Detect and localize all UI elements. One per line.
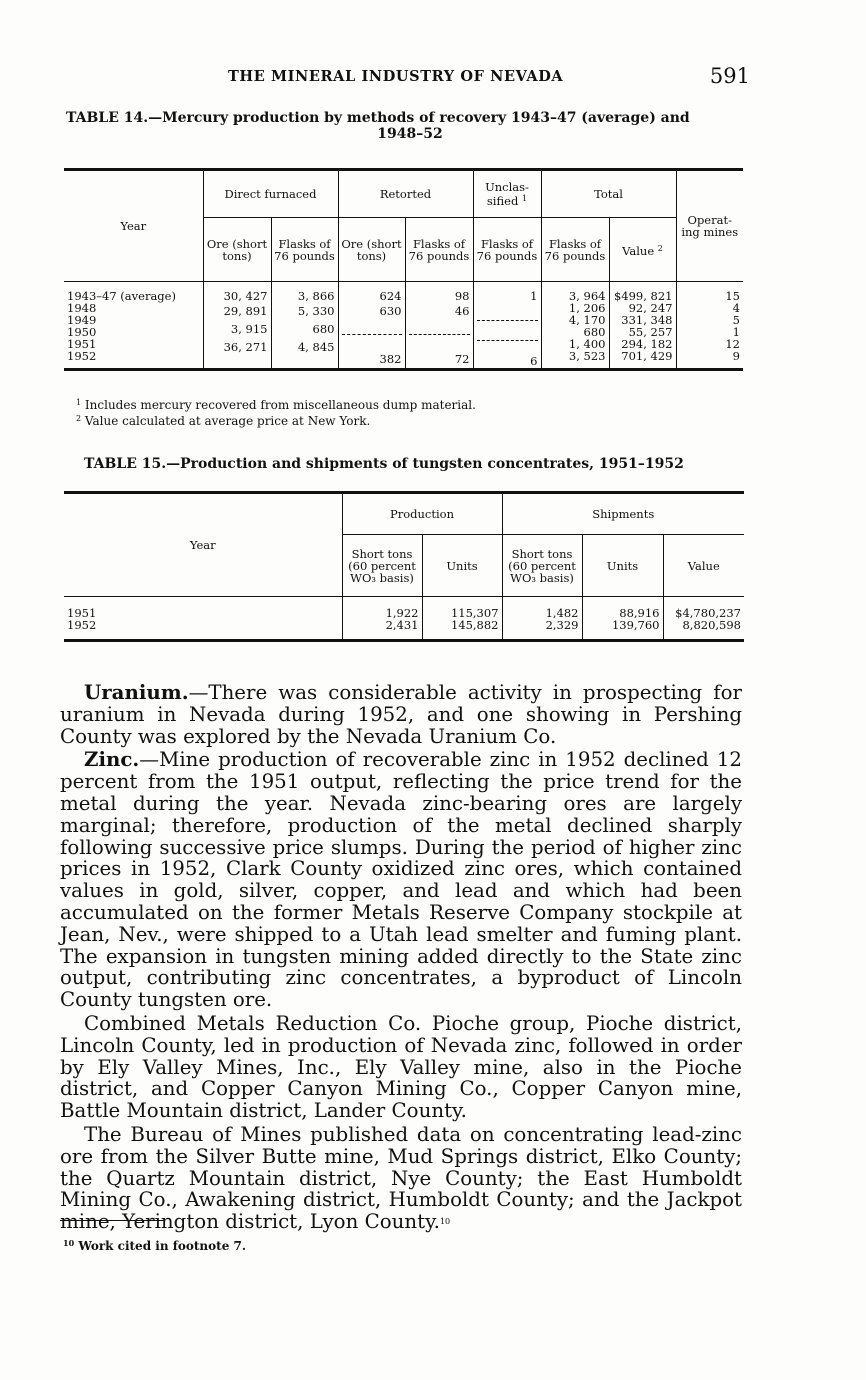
- t14-header-total: Total: [541, 170, 676, 218]
- t14-cell: 4, 170: [568, 313, 606, 327]
- t14-year: 1952: [67, 349, 97, 363]
- running-head: [60, 66, 750, 92]
- body-text: [60, 682, 742, 1235]
- t14-cell: 72: [454, 352, 470, 366]
- t14-cell: 30, 427: [223, 289, 268, 303]
- t15-cell: 139,760: [582, 619, 663, 641]
- t14-year-column: [64, 282, 203, 370]
- t14-cell: 92, 247: [628, 301, 673, 315]
- t14-year: 1948: [67, 301, 97, 315]
- t15-header-ship-short-tons: Short tons (60 percent WO₃ basis): [502, 535, 582, 597]
- t14-cell: 1: [530, 289, 538, 303]
- t14-total-flasks-column: [541, 282, 609, 370]
- t15-cell: 115,307: [422, 597, 502, 620]
- table14: [64, 168, 743, 371]
- t15-header-ship-units: Units: [582, 535, 663, 597]
- t15-header-year: Year: [64, 493, 342, 597]
- t14-year: 1950: [67, 325, 97, 339]
- t14-header-direct-flasks: Flasks of 76 pounds: [271, 218, 338, 282]
- t14-cell: 630: [379, 304, 402, 318]
- run-in-head-zinc: Zinc.: [84, 747, 140, 772]
- t14-dash-line: [477, 320, 538, 338]
- page-footnote: $^{10}$ Work cited in footnote 7.: [63, 1238, 247, 1253]
- table14-footnotes: [76, 396, 476, 428]
- t14-cell: 5: [732, 313, 740, 327]
- t14-cell: 1, 206: [568, 301, 606, 315]
- t14-year: 1943–47 (average): [67, 289, 176, 303]
- run-in-head-uranium: Uranium.: [84, 680, 189, 704]
- t15-year: 1952: [67, 618, 97, 632]
- t14-total-value-column: [609, 282, 676, 370]
- t14-cell: 29, 891: [223, 304, 268, 318]
- t14-header-direct-furnaced: Direct furnaced: [203, 170, 338, 218]
- t15-cell: 2,431: [342, 619, 422, 641]
- table14-caption-line2: 1948–52: [377, 126, 443, 142]
- t14-cell: 701, 429: [621, 349, 673, 363]
- t14-header-retorted-ore: Ore (short tons): [338, 218, 405, 282]
- t14-header-unclassified: Unclas- sified $^1$: [473, 170, 541, 218]
- t14-unclassified-footnote-mark: 1: [521, 194, 528, 203]
- t14-cell: 3, 866: [297, 289, 335, 303]
- t14-cell: 4: [732, 301, 740, 315]
- table14-caption: [66, 110, 754, 142]
- t14-header-operating-mines: Operat- ing mines: [676, 170, 743, 282]
- table-row: [64, 619, 744, 641]
- t14-value-footnote-mark: 2: [657, 243, 663, 253]
- table-row: [64, 597, 744, 620]
- t14-header-total-flasks: Flasks of 76 pounds: [541, 218, 609, 282]
- t15-cell: 1,482: [502, 597, 582, 620]
- t15-header-production: Production: [342, 493, 502, 535]
- t14-cell: 294, 182: [621, 337, 673, 351]
- t14-cell: $499, 821: [613, 289, 673, 303]
- t14-cell: 6: [530, 354, 538, 368]
- t15-cell: 88,916: [582, 597, 663, 620]
- t14-cell: 680: [583, 325, 606, 339]
- t14-header-retorted: Retorted: [338, 170, 473, 218]
- t14-cell: 382: [379, 352, 402, 366]
- t14-cell: 15: [725, 289, 740, 303]
- t14-cell: 12: [725, 337, 740, 351]
- t14-cell: 9: [732, 349, 740, 363]
- running-title: THE MINERAL INDUSTRY OF NEVADA: [228, 68, 564, 85]
- t14-direct-ore-column: [203, 282, 271, 370]
- table14-footnote: $^2$ Value calculated at average price at New York.: [76, 414, 371, 428]
- t15-header-ship-value: Value: [663, 535, 744, 597]
- table15-caption: TABLE 15.—Production and shipments of tungsten concentrates, 1951–1952: [84, 456, 684, 472]
- t14-retorted-flasks-column: [405, 282, 473, 370]
- footnote-reference: 10: [439, 1217, 451, 1227]
- t14-cell: 4, 845: [297, 340, 335, 354]
- t14-year: 1949: [67, 313, 97, 327]
- t14-cell: 331, 348: [621, 313, 673, 327]
- t14-header-unclassified-flasks: Flasks of 76 pounds: [473, 218, 541, 282]
- t14-operating-mines-column: [676, 282, 743, 370]
- t14-year: 1951: [67, 337, 97, 351]
- table14-footnote: $^1$ Includes mercury recovered from miscellaneous dump material.: [76, 398, 476, 412]
- t14-cell: 3, 964: [568, 289, 606, 303]
- t14-header-retorted-flasks: Flasks of 76 pounds: [405, 218, 473, 282]
- t14-header-year: Year: [64, 170, 203, 282]
- page-number: 591: [709, 64, 750, 88]
- t14-cell: 98: [454, 289, 470, 303]
- paragraph-bureau: The Bureau of Mines published data on concentrating lead-zinc ore from the Silver Butte mine, Mud Springs district, Elko County; the Quartz Mountain district, Nye County; the East Humboldt Mining Co., Awakening district, Humboldt County; and the Jackpot mine, Yerington district, Lyon County.$^{10}$: [60, 1122, 742, 1234]
- t14-cell: 3, 523: [568, 349, 606, 363]
- t14-dash-line: [477, 340, 538, 354]
- table15: [64, 491, 744, 642]
- t14-cell: 36, 271: [223, 340, 268, 354]
- t14-cell: 46: [454, 304, 470, 318]
- t14-unclassified-column: [473, 282, 541, 370]
- paragraph-zinc: Zinc.—Mine production of recoverable zinc in 1952 declined 12 percent from the 1951 output, reflecting the price trend for the metal during the year. Nevada zinc-bearing ores are largely marginal; therefore, production of the metal declined sharply following successive price slumps. During the period of higher zinc prices in 1952, Clark County oxidized zinc ores, which contained values in gold, silver, copper, and lead and which had been accumulated on the former Metals Reserve Company stockpile at Jean, Nev., were shipped to a Utah lead smelter and fuming plant. The expansion in tungsten mining added directly to the State zinc output, contributing zinc concentrates, a byproduct of Lincoln County tungsten ore.: [60, 747, 742, 1012]
- t14-header-direct-ore: Ore (short tons): [203, 218, 271, 282]
- table14-caption-line1: TABLE 14.—Mercury production by methods of recovery 1943–47 (average) and: [66, 110, 690, 126]
- t15-header-shipments: Shipments: [502, 493, 744, 535]
- t15-header-prod-short-tons: Short tons (60 percent WO₃ basis): [342, 535, 422, 597]
- t14-cell: 624: [379, 289, 402, 303]
- t14-cell: 1, 400: [568, 337, 606, 351]
- t15-year: 1951: [67, 606, 97, 620]
- paragraph-uranium: Uranium.—There was considerable activity in prospecting for uranium in Nevada during 1952, and one showing in Pershing County was explored by the Nevada Uranium Co.: [60, 680, 742, 748]
- t14-retorted-ore-column: [338, 282, 405, 370]
- t15-header-prod-units: Units: [422, 535, 502, 597]
- paragraph-producers: Combined Metals Reduction Co. Pioche group, Pioche district, Lincoln County, led in production of Nevada zinc, followed in order by Ely Valley Mines, Inc., Ely Valley mine, also in the Pioche district, and Copper Canyon Mining Co., Copper Canyon mine, Battle Mountain district, Lander County.: [60, 1011, 742, 1123]
- t14-cell: 680: [312, 322, 335, 336]
- footnote-rule: [60, 1220, 164, 1221]
- t15-cell: 145,882: [422, 619, 502, 641]
- t14-cell: 3, 915: [230, 322, 268, 336]
- t14-direct-flasks-column: [271, 282, 338, 370]
- t14-cell: 5, 330: [297, 304, 335, 318]
- t14-header-total-value: Value $^2$: [609, 218, 676, 282]
- t14-cell: 1: [732, 325, 740, 339]
- t15-cell: 1,922: [342, 597, 422, 620]
- t14-dash-line: [409, 334, 470, 352]
- t15-cell: 2,329: [502, 619, 582, 641]
- t15-cell: $4,780,237: [663, 597, 744, 620]
- t14-cell: 55, 257: [628, 325, 673, 339]
- t14-dash-line: [342, 334, 402, 352]
- t15-cell: 8,820,598: [663, 619, 744, 641]
